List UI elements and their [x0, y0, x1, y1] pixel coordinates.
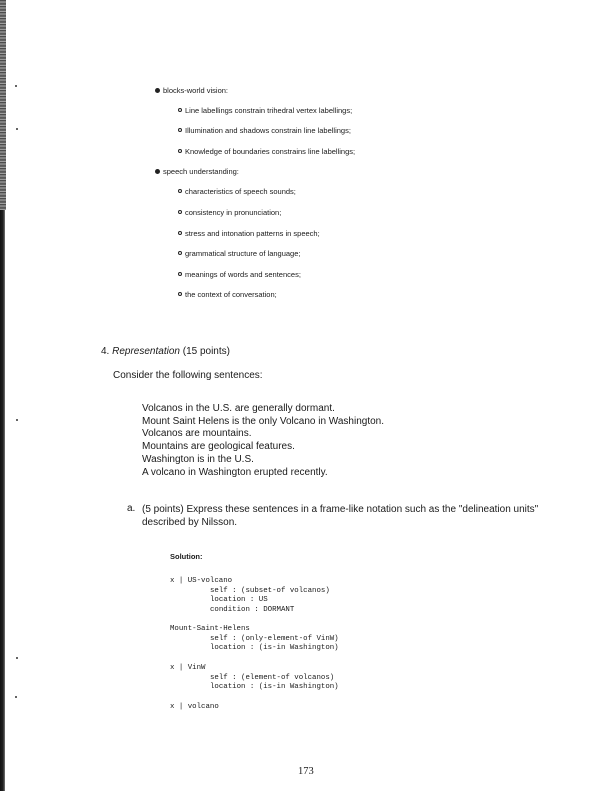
- list-item: [178, 147, 355, 156]
- question-heading: [101, 346, 230, 357]
- hollow-bullet-icon: [178, 272, 182, 276]
- list-item-text: consistency in pronunciation;: [185, 208, 282, 217]
- bullet-label: speech understanding:: [163, 167, 239, 176]
- hollow-bullet-icon: [178, 231, 182, 235]
- bullet-speech-understanding: [155, 167, 239, 176]
- frame-slot: location : US: [210, 596, 268, 605]
- list-item: [178, 229, 320, 238]
- list-item: [178, 249, 300, 258]
- page-number: 173: [298, 766, 314, 777]
- scan-speck: [15, 85, 17, 87]
- frame-header: x | US-volcano: [170, 577, 233, 585]
- scan-speck: [16, 657, 18, 659]
- sentence: Washington is in the U.S.: [142, 453, 254, 465]
- frame-slot: self : (subset-of volcanos): [210, 586, 330, 595]
- filled-bullet-icon: [155, 88, 160, 93]
- sentence: Mountains are geological features.: [142, 441, 295, 453]
- question-number: 4.: [101, 346, 110, 357]
- part-a-text: (5 points) Express these sentences in a frame-like notation such as the "delineation units" described by Nilsson.: [142, 504, 539, 528]
- hollow-bullet-icon: [178, 189, 182, 193]
- sentence: Volcanos in the U.S. are generally dormant.: [142, 403, 335, 414]
- frame-header: Mount-Saint-Helens: [170, 625, 250, 633]
- list-item-text: characteristics of speech sounds;: [185, 187, 296, 196]
- list-item: [178, 290, 277, 299]
- sentence: Mount Saint Helens is the only Volcano in Washington.: [142, 415, 384, 427]
- list-item-text: the context of conversation;: [185, 290, 277, 299]
- frame: [170, 703, 219, 713]
- hollow-bullet-icon: [178, 251, 182, 255]
- scan-border-noise: [0, 0, 6, 210]
- list-item-text: meanings of words and sentences;: [185, 270, 301, 279]
- list-item: [178, 126, 351, 135]
- list-item: [178, 208, 281, 217]
- frame-slot: location : (is-in Washington): [210, 644, 339, 653]
- bullet-blocks-world: [155, 86, 228, 95]
- hollow-bullet-icon: [178, 149, 182, 153]
- list-item: [178, 270, 301, 279]
- frame: [170, 664, 339, 693]
- solution-title: Solution:: [170, 552, 203, 561]
- sentence: A volcano in Washington erupted recently.: [142, 466, 328, 478]
- scan-speck: [16, 419, 18, 421]
- sentence-list: [142, 403, 384, 479]
- frame: [170, 577, 330, 615]
- frame-slot: self : (element-of volcanos): [210, 673, 335, 682]
- frame-slot: condition : DORMANT: [210, 605, 295, 614]
- question-points: (15 points): [182, 346, 230, 357]
- question-title: Representation: [112, 346, 180, 357]
- list-item-text: Line labellings constrain trihedral vertex labellings;: [185, 106, 353, 115]
- list-item-text: Knowledge of boundaries constrains line labellings;: [185, 147, 356, 156]
- sentence: Volcanos are mountains.: [142, 428, 252, 440]
- frame: [170, 625, 339, 654]
- frame-slot: self : (only-element-of VinW): [210, 634, 339, 643]
- filled-bullet-icon: [155, 169, 160, 174]
- list-item: [178, 106, 352, 115]
- list-item-text: Illumination and shadows constrain line labellings;: [185, 126, 351, 135]
- scan-speck: [16, 128, 18, 130]
- bullet-label: blocks-world vision:: [163, 86, 229, 95]
- question-prompt: Consider the following sentences:: [113, 370, 263, 381]
- part-a-label: a.: [127, 503, 136, 514]
- list-item-text: stress and intonation patterns in speech;: [185, 229, 320, 238]
- list-item-text: grammatical structure of language;: [185, 249, 301, 258]
- scan-speck: [15, 696, 17, 698]
- frame-header: x | VinW: [170, 664, 206, 672]
- frame-header: x | volcano: [170, 703, 219, 711]
- hollow-bullet-icon: [178, 210, 182, 214]
- hollow-bullet-icon: [178, 128, 182, 132]
- frame-slot: location : (is-in Washington): [210, 683, 339, 692]
- list-item: [178, 187, 296, 196]
- hollow-bullet-icon: [178, 292, 182, 296]
- hollow-bullet-icon: [178, 108, 182, 112]
